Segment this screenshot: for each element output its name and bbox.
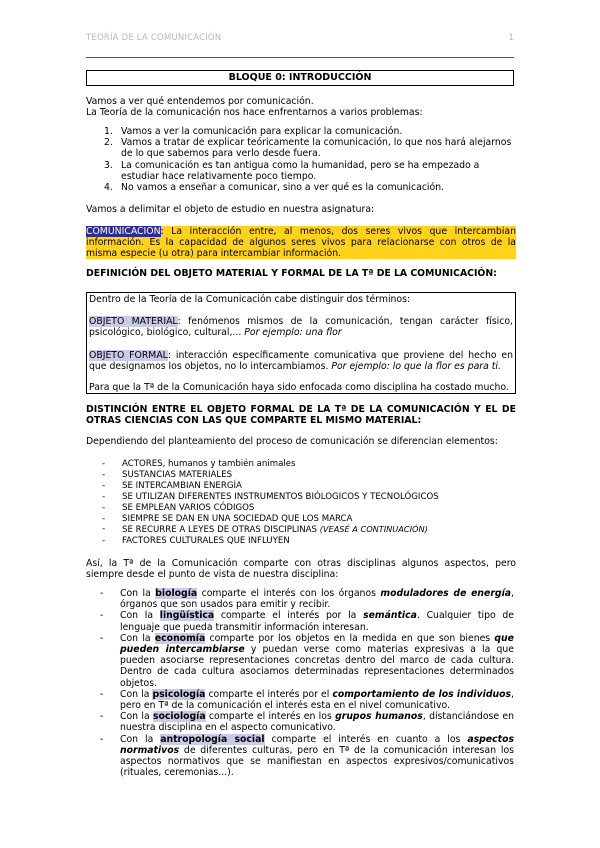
disc-mid: comparte por los objetos en la medida en que son bienes <box>205 632 495 644</box>
list-item: - SE UTILIZAN DIFERENTES INSTRUMENTOS BIÓLOGICOS Y TECNOLÓGICOS <box>102 491 439 502</box>
material-example: Por ejemplo: una flor <box>244 327 342 339</box>
discipline-key: aspectos normativos <box>120 733 514 756</box>
element-text: SUSTANCIAS MATERIALES <box>122 469 233 480</box>
definition-box <box>86 226 516 259</box>
disc-pre: Con la <box>120 632 155 644</box>
header-page-number: 1 <box>508 33 514 43</box>
list-item: - ACTORES, humanos y también animales <box>102 459 296 469</box>
discipline-term: biología <box>155 588 198 599</box>
discipline-key: semántica <box>363 610 417 622</box>
definition-term: COMUNICACION <box>86 226 161 237</box>
item-number: 4. <box>104 182 113 194</box>
header-title: TEORÍA DE LA COMUNICACIÓN <box>86 33 222 43</box>
disc-post: , distanciándose en nuestra disciplina en el aspecto comunicativo. <box>120 711 514 734</box>
disc-mid: comparte el interés con los órganos <box>197 588 381 599</box>
list-item: - SE INTERCAMBIAN ENERGÍA <box>102 480 242 491</box>
list-item: - SIEMPRE SE DAN EN UNA SOCIEDAD QUE LOS MARCA <box>102 513 353 524</box>
formal-example: Por ejemplo: lo que la flor es para ti. <box>331 360 501 372</box>
list-item: - Con la biología comparte el interés con los órganos moduladores de energía, órganos que son usados para emitir y recibir. <box>100 588 515 611</box>
list-item: - Con la sociología comparte el interés en los grupos humanos, distanciándose en nuestra disciplina en el aspecto comunicativo. <box>100 711 514 734</box>
formal-definition <box>87 350 515 372</box>
discipline-key: moduladores de energía <box>380 588 512 599</box>
material-definition <box>87 316 515 338</box>
disc-mid: comparte el interés por la <box>214 610 364 622</box>
problems-list <box>86 126 514 193</box>
definition-text: : La interacción entre, al menos, dos seres vivos que intercambian información. Es la capacidad de algunos seres vivos para relacionarse con otros de la misma especie (u otra) para intercambiar información. <box>86 226 516 260</box>
discipline-term: lingüística <box>159 610 215 622</box>
disc-pre: Con la <box>120 588 156 599</box>
discipline-term: psicología <box>152 688 206 700</box>
delimit-paragraph: Vamos a delimitar el objeto de estudio en nuestra asignatura: <box>86 204 375 215</box>
item-text: La comunicación es tan antigua como la humanidad, pero se ha empezado a estudiar hace relativamente poco tiempo. <box>121 159 480 182</box>
disc-pre: Con la <box>120 733 161 745</box>
disc-post: y puedan verse como materias expresivas a la que pueden asociarse representaciones concretas dentro del marco de cada cultura. Dentro de cada cultura asociamos determinadas representaciones determinados objetos. <box>120 644 514 689</box>
disc-post: , pero en Tª de la comunicación el interés esta en el nivel comunicativo. <box>120 688 514 712</box>
elements-intro: Dependiendo del planteamiento del proceso de comunicación se diferencian elementos: <box>86 436 498 447</box>
discipline-term: antropología social <box>160 733 265 745</box>
objects-box <box>86 292 516 394</box>
discipline-key: que pueden intercambiarse <box>120 632 514 656</box>
list-item: - FACTORES CULTURALES QUE INFLUYEN <box>102 536 290 547</box>
element-text: SE UTILIZAN DIFERENTES INSTRUMENTOS BIÓLOGICOS Y TECNOLÓGICOS <box>122 491 439 502</box>
list-item <box>86 126 514 137</box>
disc-post: . Cualquier tipo de lenguaje que pueda transmitir información interesan. <box>120 610 514 633</box>
material-text: : fenómenos mismos de la comunicación, tengan carácter físico, psicológico, biológico, cultural,... <box>89 316 513 339</box>
item-number: 2. <box>104 137 113 149</box>
item-text: Vamos a tratar de explicar teóricamente la comunicación, lo que nos hará alejarnos de lo que sabemos para verlo desde fuera. <box>121 137 512 160</box>
element-note: (VEASÉ A CONTINUACIÓN) <box>319 524 428 535</box>
discipline-term: sociología <box>152 711 206 723</box>
element-text: SE EMPLEAN VARIOS CÓDIGOS <box>122 502 255 513</box>
list-item: - Con la psicología comparte el interés por el comportamiento de los individuos, pero en Tª de la comunicación el interés esta en el nivel comunicativo. <box>100 688 514 712</box>
element-text: SIEMPRE SE DAN EN UNA SOCIEDAD QUE LOS MARCA <box>122 513 353 524</box>
list-item: - SUSTANCIAS MATERIALES <box>102 469 233 480</box>
material-term: OBJETO MATERIAL <box>89 316 178 328</box>
element-text: ACTORES, humanos y también animales <box>122 459 296 469</box>
discipline-key: grupos humanos <box>335 711 423 723</box>
element-text: FACTORES CULTURALES QUE INFLUYEN <box>122 536 290 547</box>
item-number: 1. <box>104 126 113 137</box>
disciplines-list <box>86 588 514 778</box>
disc-mid: comparte el interés por el <box>205 688 333 700</box>
section-heading-2: DISTINCIÓN ENTRE EL OBJETO FORMAL DE LA Tª DE LA COMUNICACIÓN Y EL DE OTRAS CIENCIAS CON LAS QUE COMPARTE EL MISMO MATERIAL: <box>86 404 516 427</box>
item-text: Vamos a ver la comunicación para explicar la comunicación. <box>121 126 403 137</box>
disc-pre: Con la <box>120 711 153 723</box>
header-rule <box>86 57 514 58</box>
discipline-key: comportamiento de los individuos <box>332 688 512 700</box>
element-text: SE RECURRE A LEYES DE OTRAS DISCIPLINAS <box>122 525 320 536</box>
list-item: - Con la economía comparte por los objetos en la medida en que son bienes que pueden intercambiarse y puedan verse como materias expresivas a la que pueden asociarse representaciones concretas dentro del marco de cada cultura. Dentro de cada cultura asociamos determinadas representaciones determinados objetos. <box>100 632 514 689</box>
list-item <box>86 137 514 159</box>
elements-list <box>86 459 516 547</box>
list-item <box>86 160 514 182</box>
disc-mid: comparte el interés en los <box>205 711 336 723</box>
disc-pre: Con la <box>120 610 160 622</box>
page-header <box>86 33 514 47</box>
element-text: SE INTERCAMBIAN ENERGÍA <box>122 480 242 491</box>
list-item: - Con la lingüística comparte el interés por la semántica. Cualquier tipo de lenguaje que pueda transmitir información interesan. <box>100 610 514 633</box>
box-closing: Para que la Tª de la Comunicación haya sido enfocada como disciplina ha costado mucho. <box>89 382 509 394</box>
item-text: No vamos a enseñar a comunicar, sino a ver qué es la comunicación. <box>121 182 445 194</box>
list-item <box>86 182 514 193</box>
shares-intro: Así, la Tª de la Comunicación comparte con otras disciplinas algunos aspectos, pero siempre desde el punto de vista de nuestra disciplina: <box>86 558 516 581</box>
list-item: - SE RECURRE A LEYES DE OTRAS DISCIPLINAS (VEASÉ A CONTINUACIÓN) <box>102 524 428 536</box>
intro-paragraph <box>86 96 516 118</box>
disc-mid: comparte el interés en cuanto a los <box>264 733 468 745</box>
formal-text: : interacción específicamente comunicativa que proviene del hecho en que designamos los objetos, no lo intercambiamos. <box>89 349 514 372</box>
disc-post: , órganos que son usados para emitir y recibir. <box>120 588 515 611</box>
discipline-term: economía <box>154 632 206 644</box>
intro-line-2: La Teoría de la comunicación nos hace enfrentarnos a varios problemas: <box>86 107 423 119</box>
disc-pre: Con la <box>120 688 153 700</box>
disc-post: de diferentes culturas, pero en Tª de la comunicación interesan los aspectos normativos que se manifiestan en aspectos expresivos/comunicativos (rituales, ceremonias...). <box>120 744 514 779</box>
list-item: - Con la antropología social comparte el interés en cuanto a los aspectos normativos de diferentes culturas, pero en Tª de la comunicación interesan los aspectos normativos que se manifiestan en aspectos expresivos/comunicativos (rituales, ceremonias...). <box>100 733 514 779</box>
block-title: BLOQUE 0: INTRODUCCIÓN <box>86 70 514 86</box>
list-item: - SE EMPLEAN VARIOS CÓDIGOS <box>102 502 255 513</box>
formal-term: OBJETO FORMAL <box>89 349 168 361</box>
section-heading-1: DEFINICIÓN DEL OBJETO MATERIAL Y FORMAL DE LA Tª DE LA COMUNICACIÓN: <box>86 268 497 279</box>
box-intro: Dentro de la Teoría de la Comunicación cabe distinguir dos términos: <box>89 294 411 305</box>
item-number: 3. <box>104 159 113 171</box>
intro-line-1: Vamos a ver qué entendemos por comunicación. <box>86 96 314 107</box>
